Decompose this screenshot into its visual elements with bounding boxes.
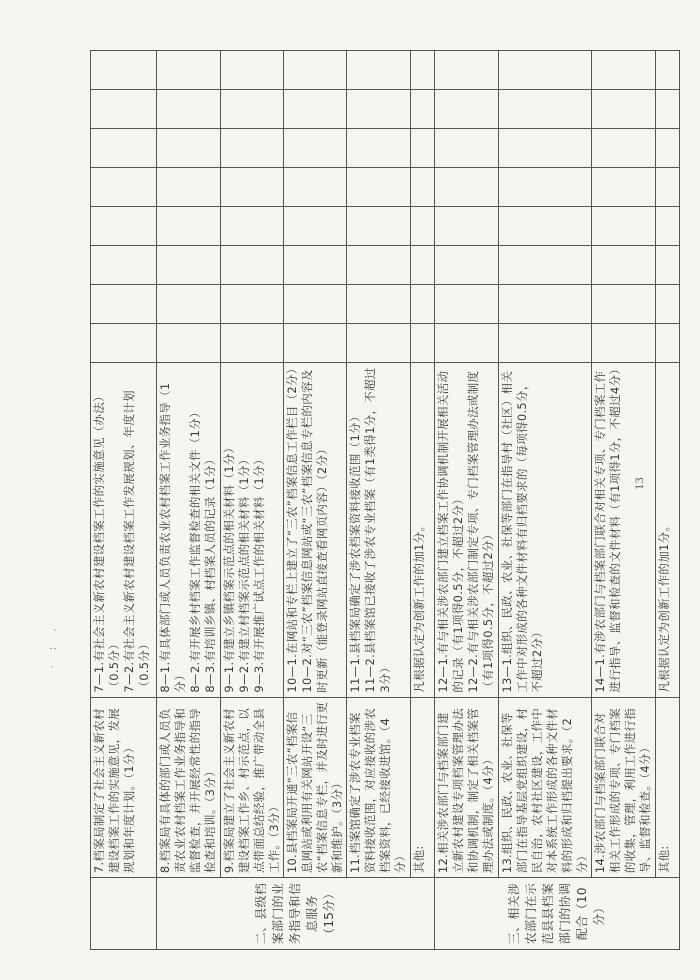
criterion-cell: 9.档案局建立了社会主义新农村建设档案工作乡、村示范点，以点带面总结经验，推广带动全县工作。（3分） (220, 697, 283, 878)
table-row (157, 51, 220, 950)
detail-line: 7—1.有社会主义新农村建设档案工作的实施意见（办法）（0.5分） (92, 390, 121, 693)
detail-cell (347, 363, 410, 698)
detail-line: 8—2.有开展乡村档案工作监督检查的相关文件（1分） (188, 406, 203, 693)
category-cell: 三、相关涉农部门在示范县县档案部门的协调配合（10分） (434, 878, 679, 950)
criterion-cell: 11.档案馆确定了涉农专业档案资料接收范围，对应接收的涉农档案资料，已经接收进馆。（4分） (347, 697, 410, 878)
category-cell (91, 878, 157, 950)
page-number: 13 (634, 477, 646, 490)
table-row (347, 51, 410, 950)
detail-cell (91, 363, 157, 698)
table-row (499, 51, 592, 950)
detail-cell: 14—1.有涉农部门与档案部门联合对相关专项、专门档案工作进行指导、监督和检查的文件材料（有1项得1分，不超过4分） (592, 363, 655, 698)
detail-line: 11—2.县档案馆已接收了涉农专业档案（有1类得1分，不超过3分） (363, 367, 393, 693)
detail-cell (283, 363, 346, 698)
detail-cell: 凡根据认定为创新工作的加1分。 (655, 363, 679, 698)
detail-line: 10—1.在网站和专栏上建立了“三农”档案信息工作栏目（2分） (284, 362, 299, 693)
detail-line: 7—2.有社会主义新农村建设档案工作发展规划、年度计划（0.5分） (122, 390, 151, 693)
detail-line: 11—1.县档案局确定了涉农档案资料接收范围（1分） (348, 410, 363, 693)
detail-line: 8—1.有具体部门或人员负责农业农村档案工作业务指导（1分） (158, 382, 188, 693)
table-row (655, 51, 679, 950)
table-row (220, 51, 283, 950)
criterion-cell: 8.档案局有具体的部门或人员负责农业农村档案工作业务指导和监督检查，并开展经常性的指导检查和培训。（3分） (157, 697, 220, 878)
detail-line: 8—3.有培训乡镇、村档案人员的记录（1分） (203, 453, 218, 693)
table-row (410, 51, 434, 950)
detail-cell (220, 363, 283, 698)
criterion-cell: 13.组织、民政、农业、社保等部门在指导基层党组织建设，村民自治，农村社区建设，工作中对本系统工作形成的各种文件材料的形成和归档提出要求。（2分） (499, 697, 592, 878)
criterion-cell: 其他: (655, 697, 679, 878)
detail-line: 12—1.有与相关涉农部门建立档案工作协调机制开展相关活动的记录（有1项得0.5分，不超过2分） (435, 370, 465, 693)
category-cell: 二、县级档案部门的业务指导和信息服务（15分） (157, 878, 434, 950)
table-row (283, 51, 346, 950)
criterion-cell: 7.档案局制定了社会主义新农村建设档案工作的实施意见，发展规划和年度计划。（1分） (91, 697, 157, 878)
table-row (91, 51, 157, 950)
detail-line: 12—2.有与相关涉农部门制定专项、专门档案管理办法或制度（有1项得0.5分，不超过2分） (465, 370, 495, 693)
evaluation-table (90, 50, 680, 950)
detail-line: 9—2.有建立村档案示范点的相关材料（1分） (236, 453, 251, 693)
table-row (592, 51, 655, 950)
detail-line: 10—2.对“三农”档案信息网站或“三农”档案信息专栏的内容及时更新（能登录网站直接查看网页内容）（2分） (299, 369, 329, 693)
margin-marks: · : . (47, 622, 59, 669)
rotated-table-wrapper (90, 50, 680, 950)
detail-line: 9—1.有建立乡镇档案示范点的相关材料（1分） (221, 441, 236, 693)
detail-cell: 13—1.组织、民政、农业、社保等部门在指导村（社区）相关工作中对形成的各种文件材料有归档要求的（每项得0.5分，不超过2分） (499, 363, 592, 698)
criterion-cell: 10.县档案局开通“三农”档案信息网站或利用有关网站开设“三农”档案信息专栏，并及时进行更新和维护。（3分） (283, 697, 346, 878)
detail-cell (434, 363, 498, 698)
detail-cell (157, 363, 220, 698)
criterion-cell: 12.相关涉农部门与档案部门建立新农村建设专项档案管理办法和协调机制，制定了相关档案管理办法或制度。（4分） (434, 697, 498, 878)
criterion-cell: 其他: (410, 697, 434, 878)
criterion-cell: 14.涉农部门与档案部门联合对相关工作形成的专项、专门档案的收集，管理，利用工作进行指导、监督和检查。（4分） (592, 697, 655, 878)
detail-line: 9—3.有开展推广试点工作的相关材料（1分） (251, 453, 266, 693)
detail-cell: 凡根据认定为创新工作的加1分。 (410, 363, 434, 698)
table-row (434, 51, 498, 950)
